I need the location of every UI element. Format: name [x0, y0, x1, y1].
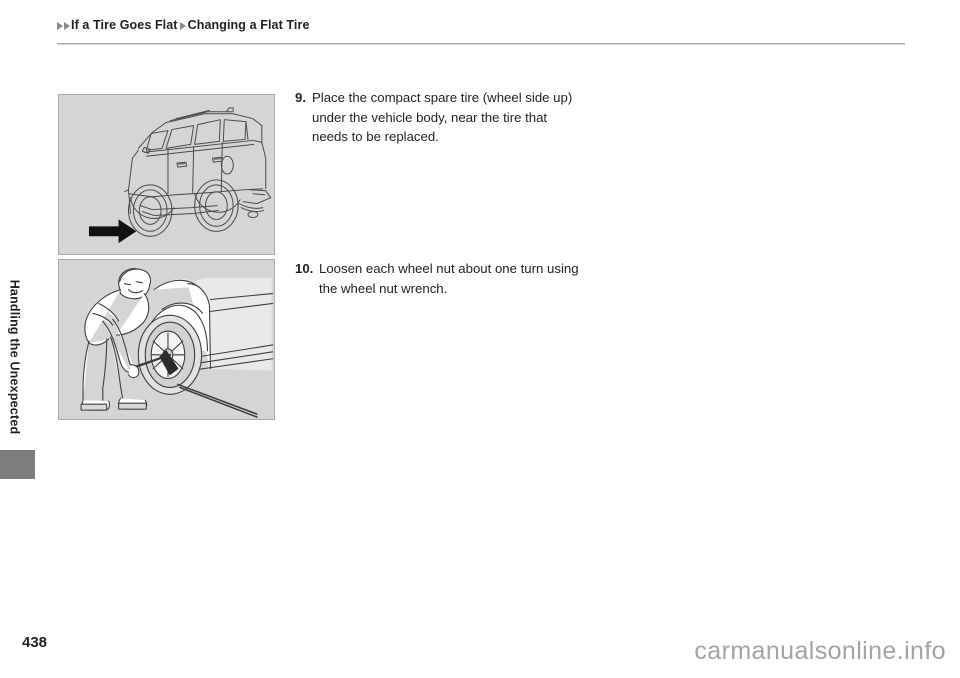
triangle-right-icon [57, 22, 63, 30]
triangle-right-icon [180, 22, 186, 30]
triangle-right-icon [64, 22, 70, 30]
step-10-text: Loosen each wheel nut about one turn using the wheel nut wrench. [319, 261, 579, 296]
chapter-side-label [0, 267, 28, 447]
step-10-number: 10. [295, 261, 314, 276]
direction-arrow-icon [89, 219, 136, 243]
chapter-tab-marker [0, 450, 35, 479]
page-number: 438 [22, 634, 48, 651]
person-loosening-nuts-line-drawing [59, 260, 274, 419]
site-watermark: carmanualsonline.info [694, 637, 946, 665]
vehicle-line-drawing [59, 95, 274, 254]
figure-person-loosening-wheel-nuts [58, 259, 275, 420]
step-9-number: 9. [295, 90, 306, 105]
step-10 [295, 259, 585, 298]
step-9-text: Place the compact spare tire (wheel side up) under the vehicle body, near the tire that needs to be replaced. [312, 90, 573, 144]
chapter-side-label-text: Handling the Unexpected [7, 279, 21, 435]
step-9 [295, 88, 585, 147]
breadcrumb-subsection: Changing a Flat Tire [187, 18, 310, 32]
figure-vehicle-with-spare-tire-placement [58, 94, 275, 255]
header-divider [57, 43, 905, 45]
breadcrumb [57, 18, 310, 32]
breadcrumb-section: If a Tire Goes Flat [71, 18, 178, 32]
